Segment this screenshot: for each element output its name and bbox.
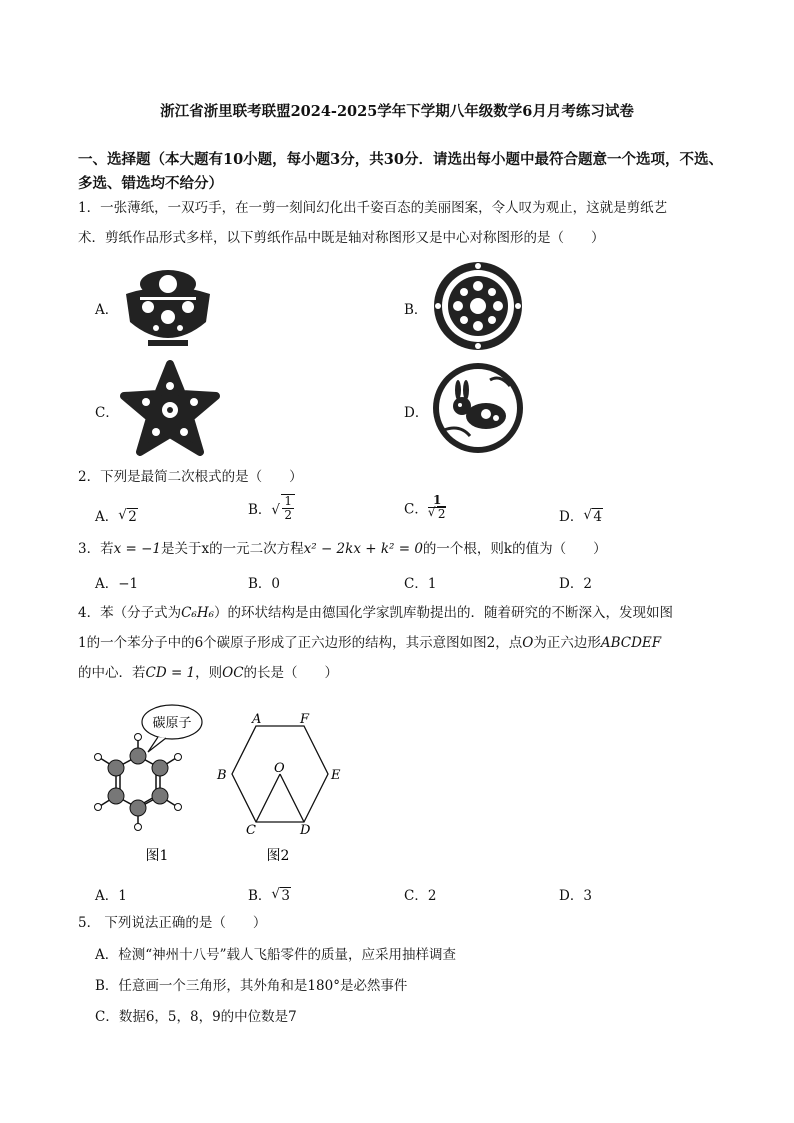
q4-text-3a: 的中心．若	[78, 665, 146, 681]
q2-option-b-label: B．	[248, 502, 272, 518]
q3-option-d: D．2	[559, 576, 592, 592]
question-5-stem: 5． 下列说法正确的是（ ）	[78, 915, 267, 931]
q2-option-b-radical: √ $\frac{1}{2}$	[271, 494, 295, 522]
q2-option-a	[95, 505, 138, 525]
bubble-label: 碳原子	[152, 716, 192, 731]
label-f: F	[300, 712, 310, 727]
q4-point-o: O	[522, 635, 534, 651]
q3-equation-quadratic: x² − 2kx + k² = 0	[303, 541, 423, 557]
q3-equation-root: x = −1	[113, 541, 162, 557]
figure-2-caption: 图2	[266, 848, 290, 864]
q3-option-c: C．1	[404, 576, 437, 592]
label-b: B	[217, 768, 227, 783]
q4-cd-equation: CD = 1	[145, 665, 196, 681]
question-1-line2: 术．剪纸作品形式多样，以下剪纸作品中既是轴对称图形又是中心对称图形的是（ ）	[78, 230, 605, 246]
q4-hexagon-name: ABCDEF	[600, 635, 662, 651]
q4-text-1b: ）的环状结构是由德国化学家凯库勒提出的．随着研究的不断深入，发现如图	[214, 605, 674, 621]
label-e: E	[331, 768, 341, 783]
q1-option-d-label: D．	[404, 405, 429, 421]
question-4-line3	[78, 658, 728, 688]
papercut-c-image	[118, 360, 222, 456]
q2-option-c	[404, 494, 446, 521]
q3-text-mid: 是关于x的一元二次方程	[161, 541, 304, 557]
q5-option-c: C．数据6，5，8，9的中位数是7	[95, 1009, 297, 1025]
label-a: A	[252, 712, 262, 727]
question-4-line1	[78, 598, 728, 628]
q2-option-a-radical: √ 2	[118, 507, 137, 525]
q2-option-c-fraction: 1 √ 2	[427, 493, 446, 521]
q3-text-pre: 3．若	[78, 541, 114, 557]
q4-option-b	[248, 884, 291, 904]
q4-text-3c: 的长是（ ）	[243, 665, 339, 681]
q4-formula: C₆H₆	[181, 605, 215, 621]
q4-text-3b: ，则	[195, 665, 223, 681]
q1-option-b-label: B．	[404, 302, 428, 318]
question-3-stem	[78, 534, 728, 564]
figure-1-benzene	[84, 700, 224, 872]
q4-option-c: C．2	[404, 888, 437, 904]
q2-option-d	[559, 505, 603, 525]
q4-option-b-label: B．	[248, 888, 272, 904]
q4-oc-segment: OC	[222, 665, 244, 681]
label-c: C	[246, 823, 256, 838]
q3-option-a: A．−1	[95, 576, 139, 592]
q4-text-2a: 1的一个苯分子中的6个碳原子形成了正六边形的结构，其示意图如图2，点	[78, 635, 523, 651]
papercut-a-image	[118, 262, 218, 352]
figure-1-caption: 图1	[145, 848, 169, 864]
q5-option-a: A．检测“神州十八号”载人飞船零件的质量，应采用抽样调查	[95, 947, 457, 963]
q5-option-b: B．任意画一个三角形，其外角和是180°是必然事件	[95, 978, 408, 994]
q2-option-a-label: A．	[95, 509, 119, 525]
q2-option-b	[248, 494, 295, 522]
q4-option-b-radical: √ 3	[271, 886, 291, 904]
q4-option-d: D．3	[559, 888, 592, 904]
q3-option-b: B．0	[248, 576, 281, 592]
q4-option-a: A．1	[95, 888, 127, 904]
q3-text-post: 的一个根，则k的值为（ ）	[422, 541, 607, 557]
q2-option-d-radical: √ 4	[583, 507, 602, 525]
figure-2-hexagon	[208, 712, 358, 872]
label-d: D	[300, 823, 311, 838]
q1-option-a-label: A．	[95, 302, 119, 318]
q2-option-c-label: C．	[404, 501, 428, 518]
papercut-d-image	[430, 360, 526, 456]
section-heading: 一、选择题（本大题有10小题，每小题3分，共30分．请选出每小题中最符合题意一个选项，不选、多选、错选均不给分）	[78, 151, 723, 192]
question-2-stem: 2．下列是最简二次根式的是（ ）	[78, 469, 303, 485]
label-o: O	[274, 761, 285, 776]
q4-text-2b: 为正六边形	[533, 635, 601, 651]
question-4-line2	[78, 628, 728, 658]
papercut-b-image	[430, 258, 526, 354]
q4-text-1a: 4．苯（分子式为	[78, 605, 182, 621]
question-1-line1: 1．一张薄纸，一双巧手，在一剪一刻间幻化出千姿百态的美丽图案，令人叹为观止，这就是剪纸艺	[78, 200, 668, 216]
q2-option-d-label: D．	[559, 509, 584, 525]
page-title: 浙江省浙里联考联盟2024-2025学年下学期八年级数学6月月考练习试卷	[160, 103, 634, 120]
q1-option-c-label: C．	[95, 405, 119, 421]
